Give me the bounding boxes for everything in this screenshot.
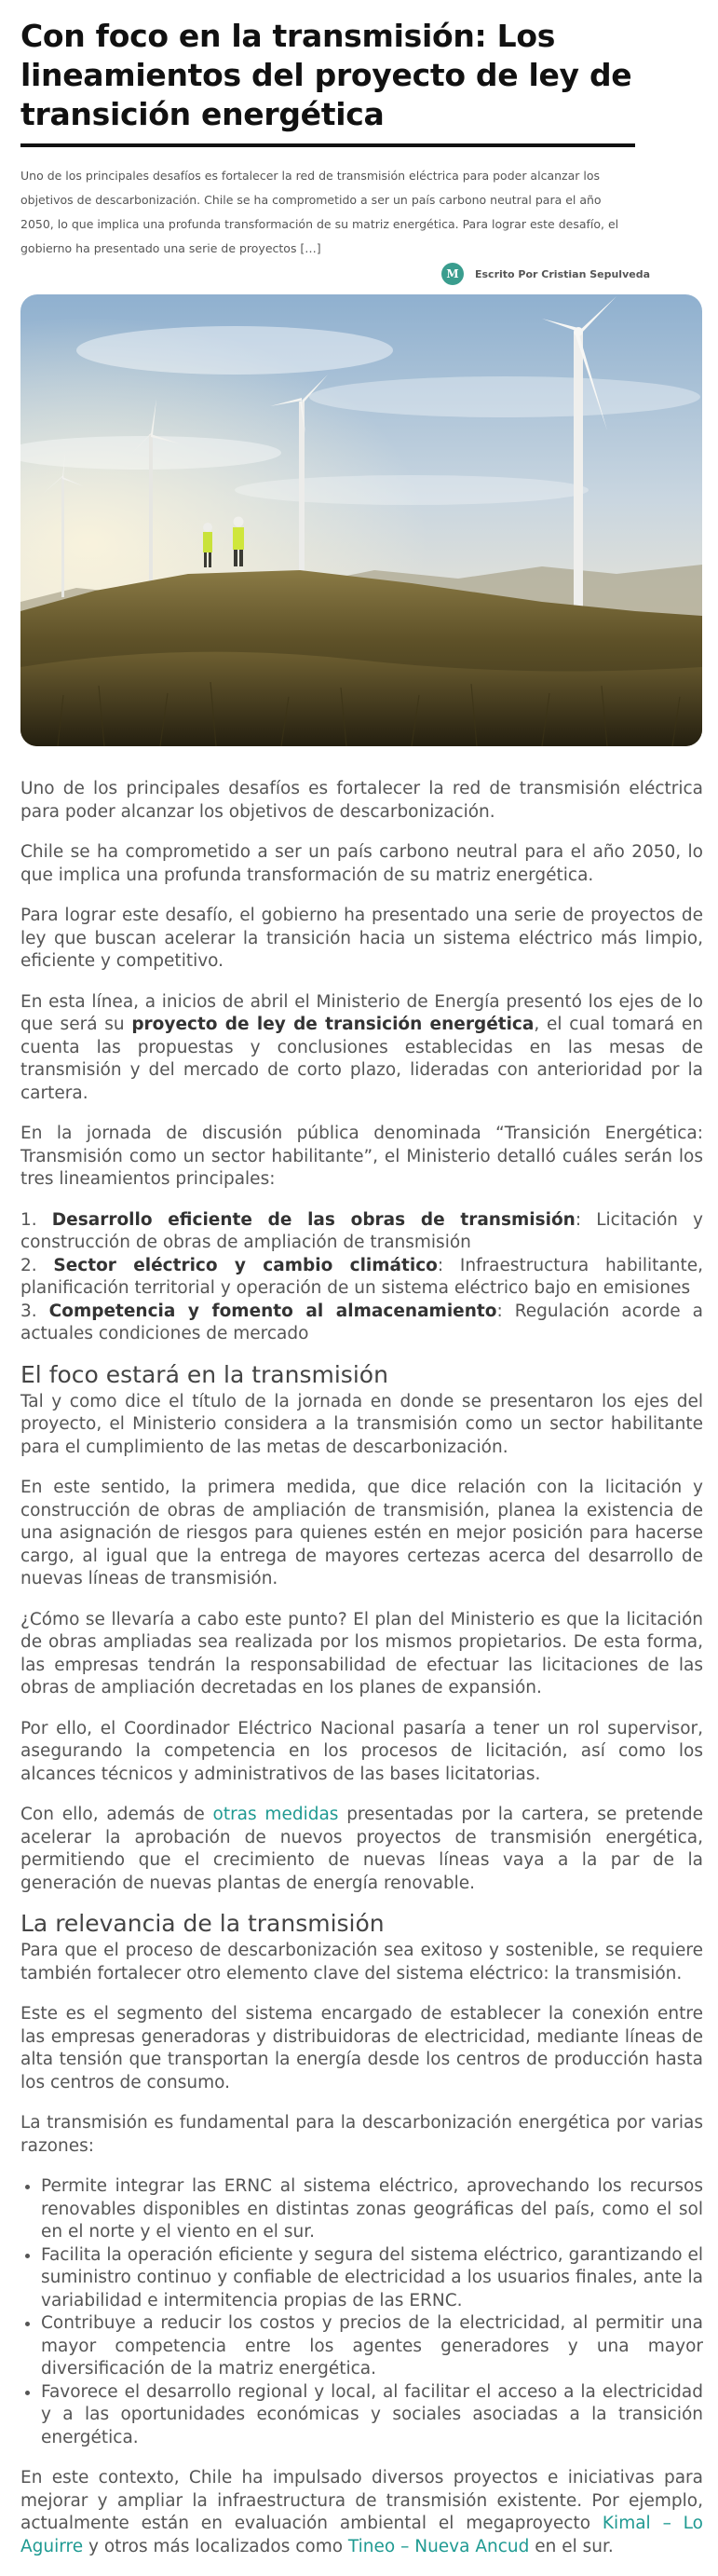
paragraph: La transmisión es fundamental para la descarbonización energética por varias razones:	[20, 2113, 703, 2156]
page-title: Con foco en la transmisión: Los lineamientos del proyecto de ley de transición energética	[20, 17, 635, 147]
paragraph: Chile se ha comprometido a ser un país carbono neutral para el año 2050, lo que implica una profunda transformación de su matriz energética.	[20, 842, 703, 885]
list-item-text: : Licitación y construcción de obras de ampliación de transmisión	[20, 1209, 703, 1252]
list-item-bold: Desarrollo eficiente de las obras de transmisión	[51, 1209, 576, 1230]
article-body	[20, 778, 703, 2558]
hero-image	[20, 294, 702, 746]
list-item-text: : Infraestructura habilitante, planificación territorial y operación de un sistema eléctrico bajo en emisiones	[20, 1255, 704, 1298]
paragraph: ¿Cómo se llevaría a cabo este punto? El plan del Ministerio es que la licitación de obras ampliadas sea realizada por los mismos propietarios. De esta forma, las empresas tendrán la responsabilidad de efectuar las licitaciones de las obras de ampliación decretadas en los planes de expansión.	[20, 1609, 703, 1697]
list-item: • Permite integrar las ERNC al sistema eléctrico, aprovechando los recursos renovables disponibles en distintas zonas geográficas del país, como el sol en el norte y el viento en el sur.	[41, 2175, 703, 2244]
list-item	[20, 1255, 703, 1301]
article-container	[20, 0, 703, 2576]
text: En esta línea, a inicios de abril el Ministerio de Energía presentó los ejes de lo que será su	[20, 991, 703, 1034]
list-item: • Contribuye a reducir los costos y precios de la electricidad, al permitir una mayor competencia entre los agentes generadores y una mayor diversificación de la matriz energética.	[41, 2312, 703, 2381]
list-item: • Facilita la operación eficiente y segura del sistema eléctrico, garantizando el suministro continuo y confiable de electricidad a los usuarios finales, ante la variabilidad e intermitencia propias de las ERNC.	[41, 2244, 703, 2313]
list-number: 1.	[20, 1209, 52, 1230]
author-byline[interactable]	[441, 263, 703, 285]
author-name[interactable]: Escrito Por Cristian Sepulveda	[475, 267, 651, 280]
article-excerpt: Uno de los principales desafíos es fortalecer la red de transmisión eléctrica para poder alcanzar los objetivos de descarbonización. Chile se ha comprometido a ser un país carbono neutral para el año 2050, lo que implica una profunda transformación de su matriz energética. Para lograr este desafío, el gobierno ha presentado una serie de proyectos […]	[20, 169, 619, 255]
paragraph: Uno de los principales desafíos es fortalecer la red de transmisión eléctrica para poder alcanzar los objetivos de descarbonización.	[20, 779, 703, 822]
list-item	[20, 1209, 703, 1255]
paragraph: En este sentido, la primera medida, que dice relación con la licitación y construcción de obras de ampliación de transmisión, planea la existencia de una asignación de riesgos para quienes estén en mejor posición para hacerse cargo, al igual que la entrega de mayores certezas acerca del desarrollo de nuevas líneas de transmisión.	[20, 1478, 703, 1588]
paragraph: Para lograr este desafío, el gobierno ha presentado una serie de proyectos de ley que buscan acelerar la transición hacia un sistema eléctrico más limpio, eficiente y competitivo.	[20, 906, 703, 971]
razones-list	[20, 2175, 703, 2449]
list-item: • Favorece el desarrollo regional y local, al facilitar el acceso a la electricidad y a las oportunidades económicas y sociales asociadas a la transición energética.	[41, 2381, 703, 2450]
paragraph	[20, 2467, 703, 2558]
text: Con ello, además de	[20, 1805, 213, 1824]
list-item-bold: Sector eléctrico y cambio climático	[53, 1255, 438, 1275]
paragraph: Este es el segmento del sistema encargado de establecer la conexión entre las empresas generadoras y distribuidoras de electricidad, mediante líneas de alta tensión que transportan la energía desde los centros de producción hasta los centros de consumo.	[20, 2004, 703, 2092]
list-item-bold: Competencia y fomento al almacenamiento	[48, 1301, 497, 1321]
text: en el sur.	[529, 2536, 614, 2556]
wind-turbines-landscape-icon	[20, 294, 702, 746]
author-avatar: M	[441, 263, 464, 285]
list-item-text: : Regulación acorde a actuales condiciones de mercado	[20, 1301, 703, 1343]
otras-medidas-link[interactable]: otras medidas	[212, 1805, 339, 1824]
paragraph: Para que el proceso de descarbonización sea exitoso y sostenible, se requiere también fortalecer otro elemento clave del sistema eléctrico: la transmisión.	[20, 1941, 703, 1983]
text: y otros más localizados como	[83, 2536, 348, 2556]
section-heading: El foco estará en la transmisión	[20, 1360, 388, 1388]
list-number: 3.	[20, 1301, 49, 1321]
list-item	[20, 1301, 703, 1346]
paragraph: Tal y como dice el título de la jornada en donde se presentaron los ejes del proyecto, el Ministerio considera a la transmisión como un sector habilitante para el cumplimiento de las metas de descarbonización.	[20, 1391, 703, 1457]
section-heading: La relevancia de la transmisión	[20, 1910, 385, 1937]
paragraph	[20, 991, 703, 1106]
kimal-lo-aguirre-link[interactable]: Kimal – Lo Aguirre	[20, 2514, 703, 2556]
paragraph: Por ello, el Coordinador Eléctrico Nacional pasaría a tener un rol supervisor, asegurando la competencia en los procesos de licitación, así como los alcances técnicos y administrativos de las bases licitatorias.	[20, 1718, 703, 1784]
tineo-nueva-ancud-link[interactable]: Tineo – Nueva Ancud	[347, 2536, 530, 2556]
paragraph	[20, 1804, 703, 1895]
text: En este contexto, Chile ha impulsado diversos proyectos e iniciativas para mejorar y ampliar la infraestructura de transmisión existente. Por ejemplo, actualmente están en evaluación ambiental el megaproyecto	[20, 2468, 703, 2533]
text: presentadas por la cartera, se pretende acelerar la aprobación de nuevos proyectos de transmisión energética, permitiendo que el crecimiento de nuevas líneas vaya a la par de la generación de nuevas plantas de energía renovable.	[20, 1805, 703, 1893]
lineamientos-list	[20, 1209, 703, 1346]
bold-text: proyecto de ley de transición energética	[131, 1015, 535, 1034]
list-number: 2.	[20, 1255, 54, 1275]
text: , el cual tomará en cuenta las propuestas y conclusiones establecidas en las mesas de transmisión y del mercado de corto plazo, lideradas con anterioridad por la cartera.	[20, 1015, 703, 1103]
paragraph: En la jornada de discusión pública denominada “Transición Energética: Transmisión como un sector habilitante”, el Ministerio detalló cuáles serán los tres lineamientos principales:	[20, 1124, 703, 1189]
